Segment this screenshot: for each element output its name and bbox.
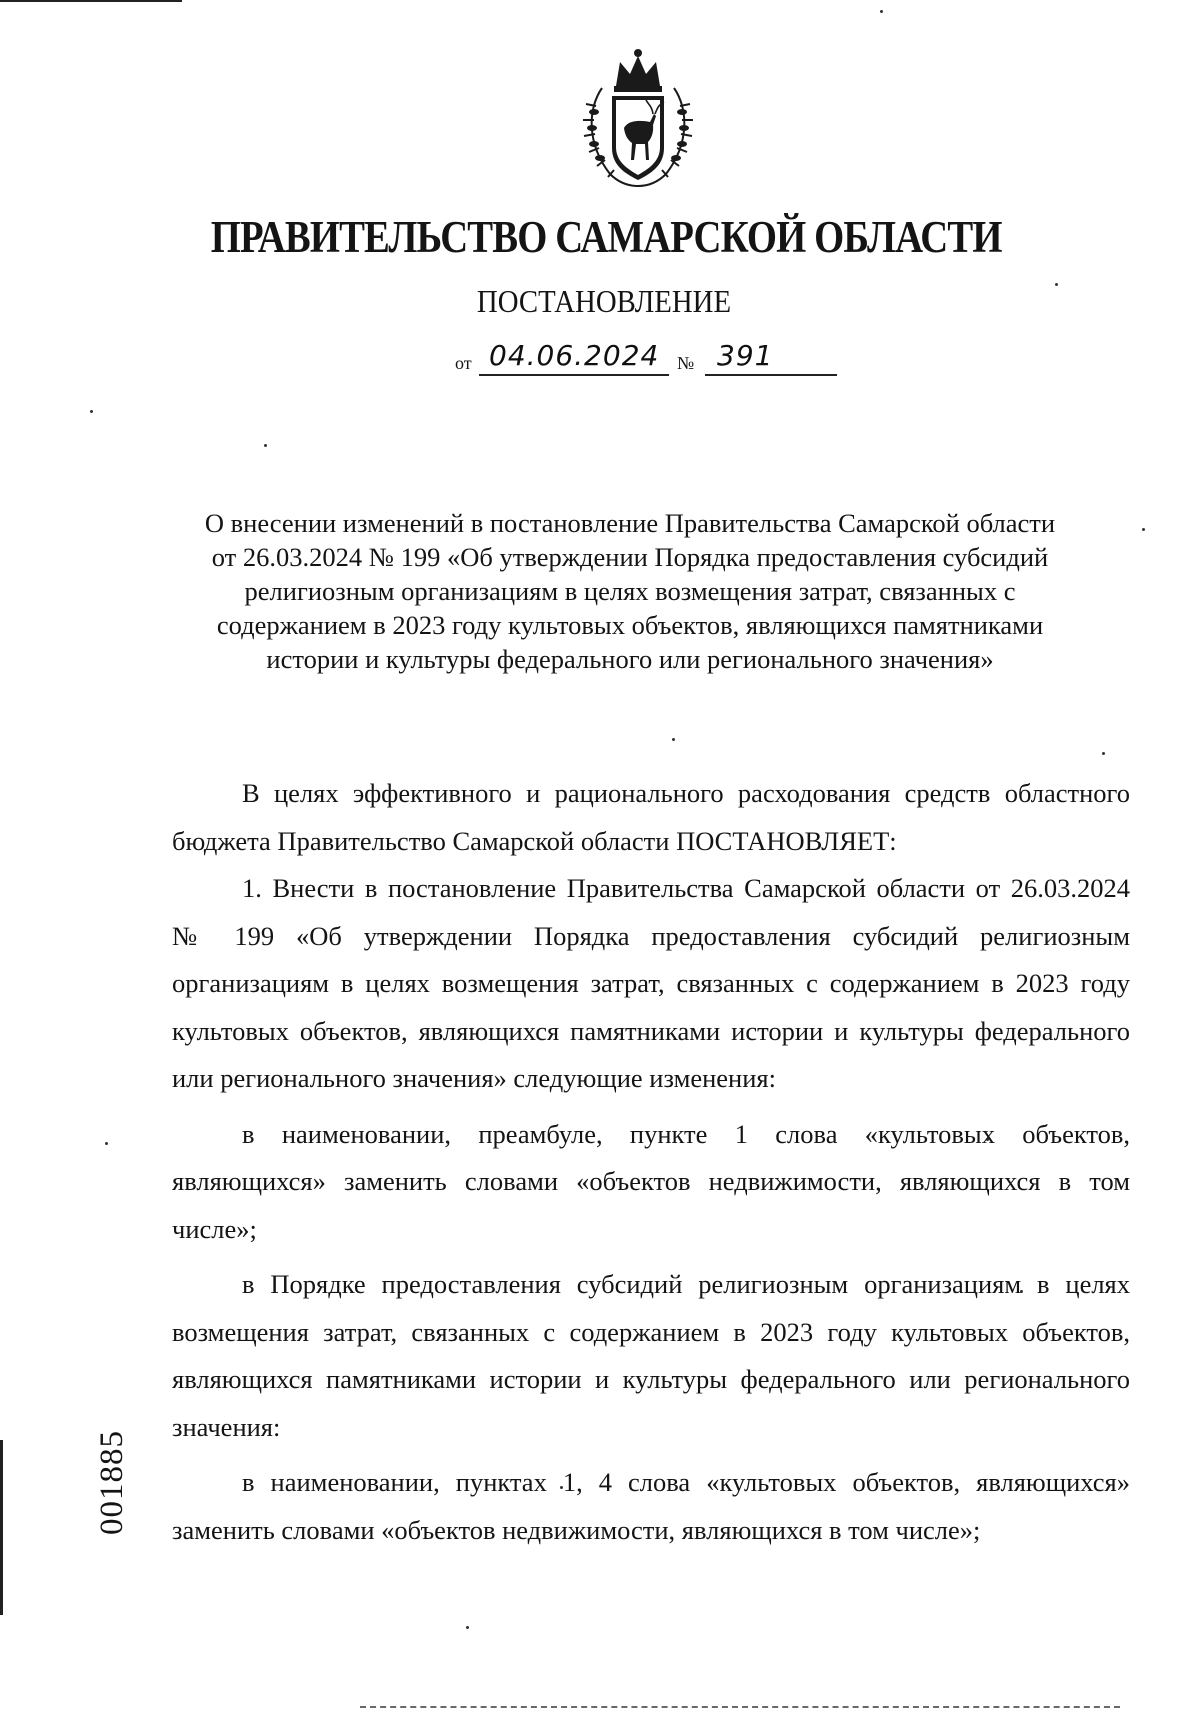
scan-speck	[90, 410, 93, 413]
scan-speck	[880, 10, 883, 13]
scan-speck	[1142, 528, 1145, 531]
side-serial-number: 001885	[94, 1430, 130, 1535]
number-prefix-label: №	[677, 353, 695, 373]
body-paragraph-item-1: 1. Внести в постановление Правительства Самарской области от 26.03.2024 № 199 «Об утверждении Порядка предоставления субсидий религиозным организациям в целях возмещения затрат, связанных с содержанием в 2023 году культовых объектов, являющихся памятниками истории и культуры федерального или регионального значения» следующие изменения:	[172, 873, 1130, 1093]
document-subject	[130, 506, 1130, 676]
document-type: ПОСТАНОВЛЕНИЕ	[476, 283, 732, 319]
subject-line: О внесении изменений в постановление Правительства Самарской области	[204, 508, 1056, 538]
subject-line: от 26.03.2024 № 199 «Об утверждении Порядка предоставления субсидий	[211, 542, 1049, 572]
scan-speck	[264, 444, 267, 447]
body-paragraph-change-3: в наименовании, пунктах 1, 4 слова «культовых объектов, являющихся» заменить словами «объектов недвижимости, являющихся в том числе»;	[172, 1467, 1130, 1545]
scan-speck	[1102, 752, 1105, 755]
scan-speck	[105, 1142, 108, 1145]
document-date-number-line	[455, 338, 855, 380]
scan-speck	[672, 738, 675, 741]
document-body	[172, 770, 1130, 1554]
subject-line: содержанием в 2023 году культовых объектов, являющихся памятниками	[216, 610, 1044, 640]
scan-artifact-bar	[0, 1440, 3, 1615]
scan-speck	[466, 1626, 469, 1629]
subject-line: истории и культуры федерального или регионального значения»	[266, 644, 994, 674]
body-paragraph-preamble: В целях эффективного и рационального расходования средств областного бюджета Правительство Самарской области ПОСТАНОВЛЯЕТ:	[172, 778, 1130, 856]
date-underline	[479, 374, 669, 376]
handwritten-number: 391	[717, 339, 774, 372]
body-paragraph-change-1: в наименовании, преамбуле, пункте 1 слова «культовых объектов, являющихся» заменить словами «объектов недвижимости, являющихся в том числе»;	[172, 1118, 1130, 1244]
coat-of-arms-emblem	[580, 48, 696, 190]
body-paragraph-change-2: в Порядке предоставления субсидий религиозным организациям в целях возмещения затрат, связанных с содержанием в 2023 году культовых объектов, являющихся памятниками истории и культуры федерального или регионального значения:	[172, 1269, 1130, 1442]
scan-artifact-line	[0, 0, 182, 2]
authority-title: ПРАВИТЕЛЬСТВО САМАРСКОЙ ОБЛАСТИ	[210, 212, 1002, 262]
date-prefix-label: от	[455, 353, 472, 373]
number-underline	[705, 374, 837, 376]
subject-line: религиозным организациям в целях возмещения затрат, связанных с	[244, 576, 1016, 606]
handwritten-date: 04.06.2024	[489, 339, 660, 372]
scan-artifact-dashes	[360, 1706, 1120, 1708]
